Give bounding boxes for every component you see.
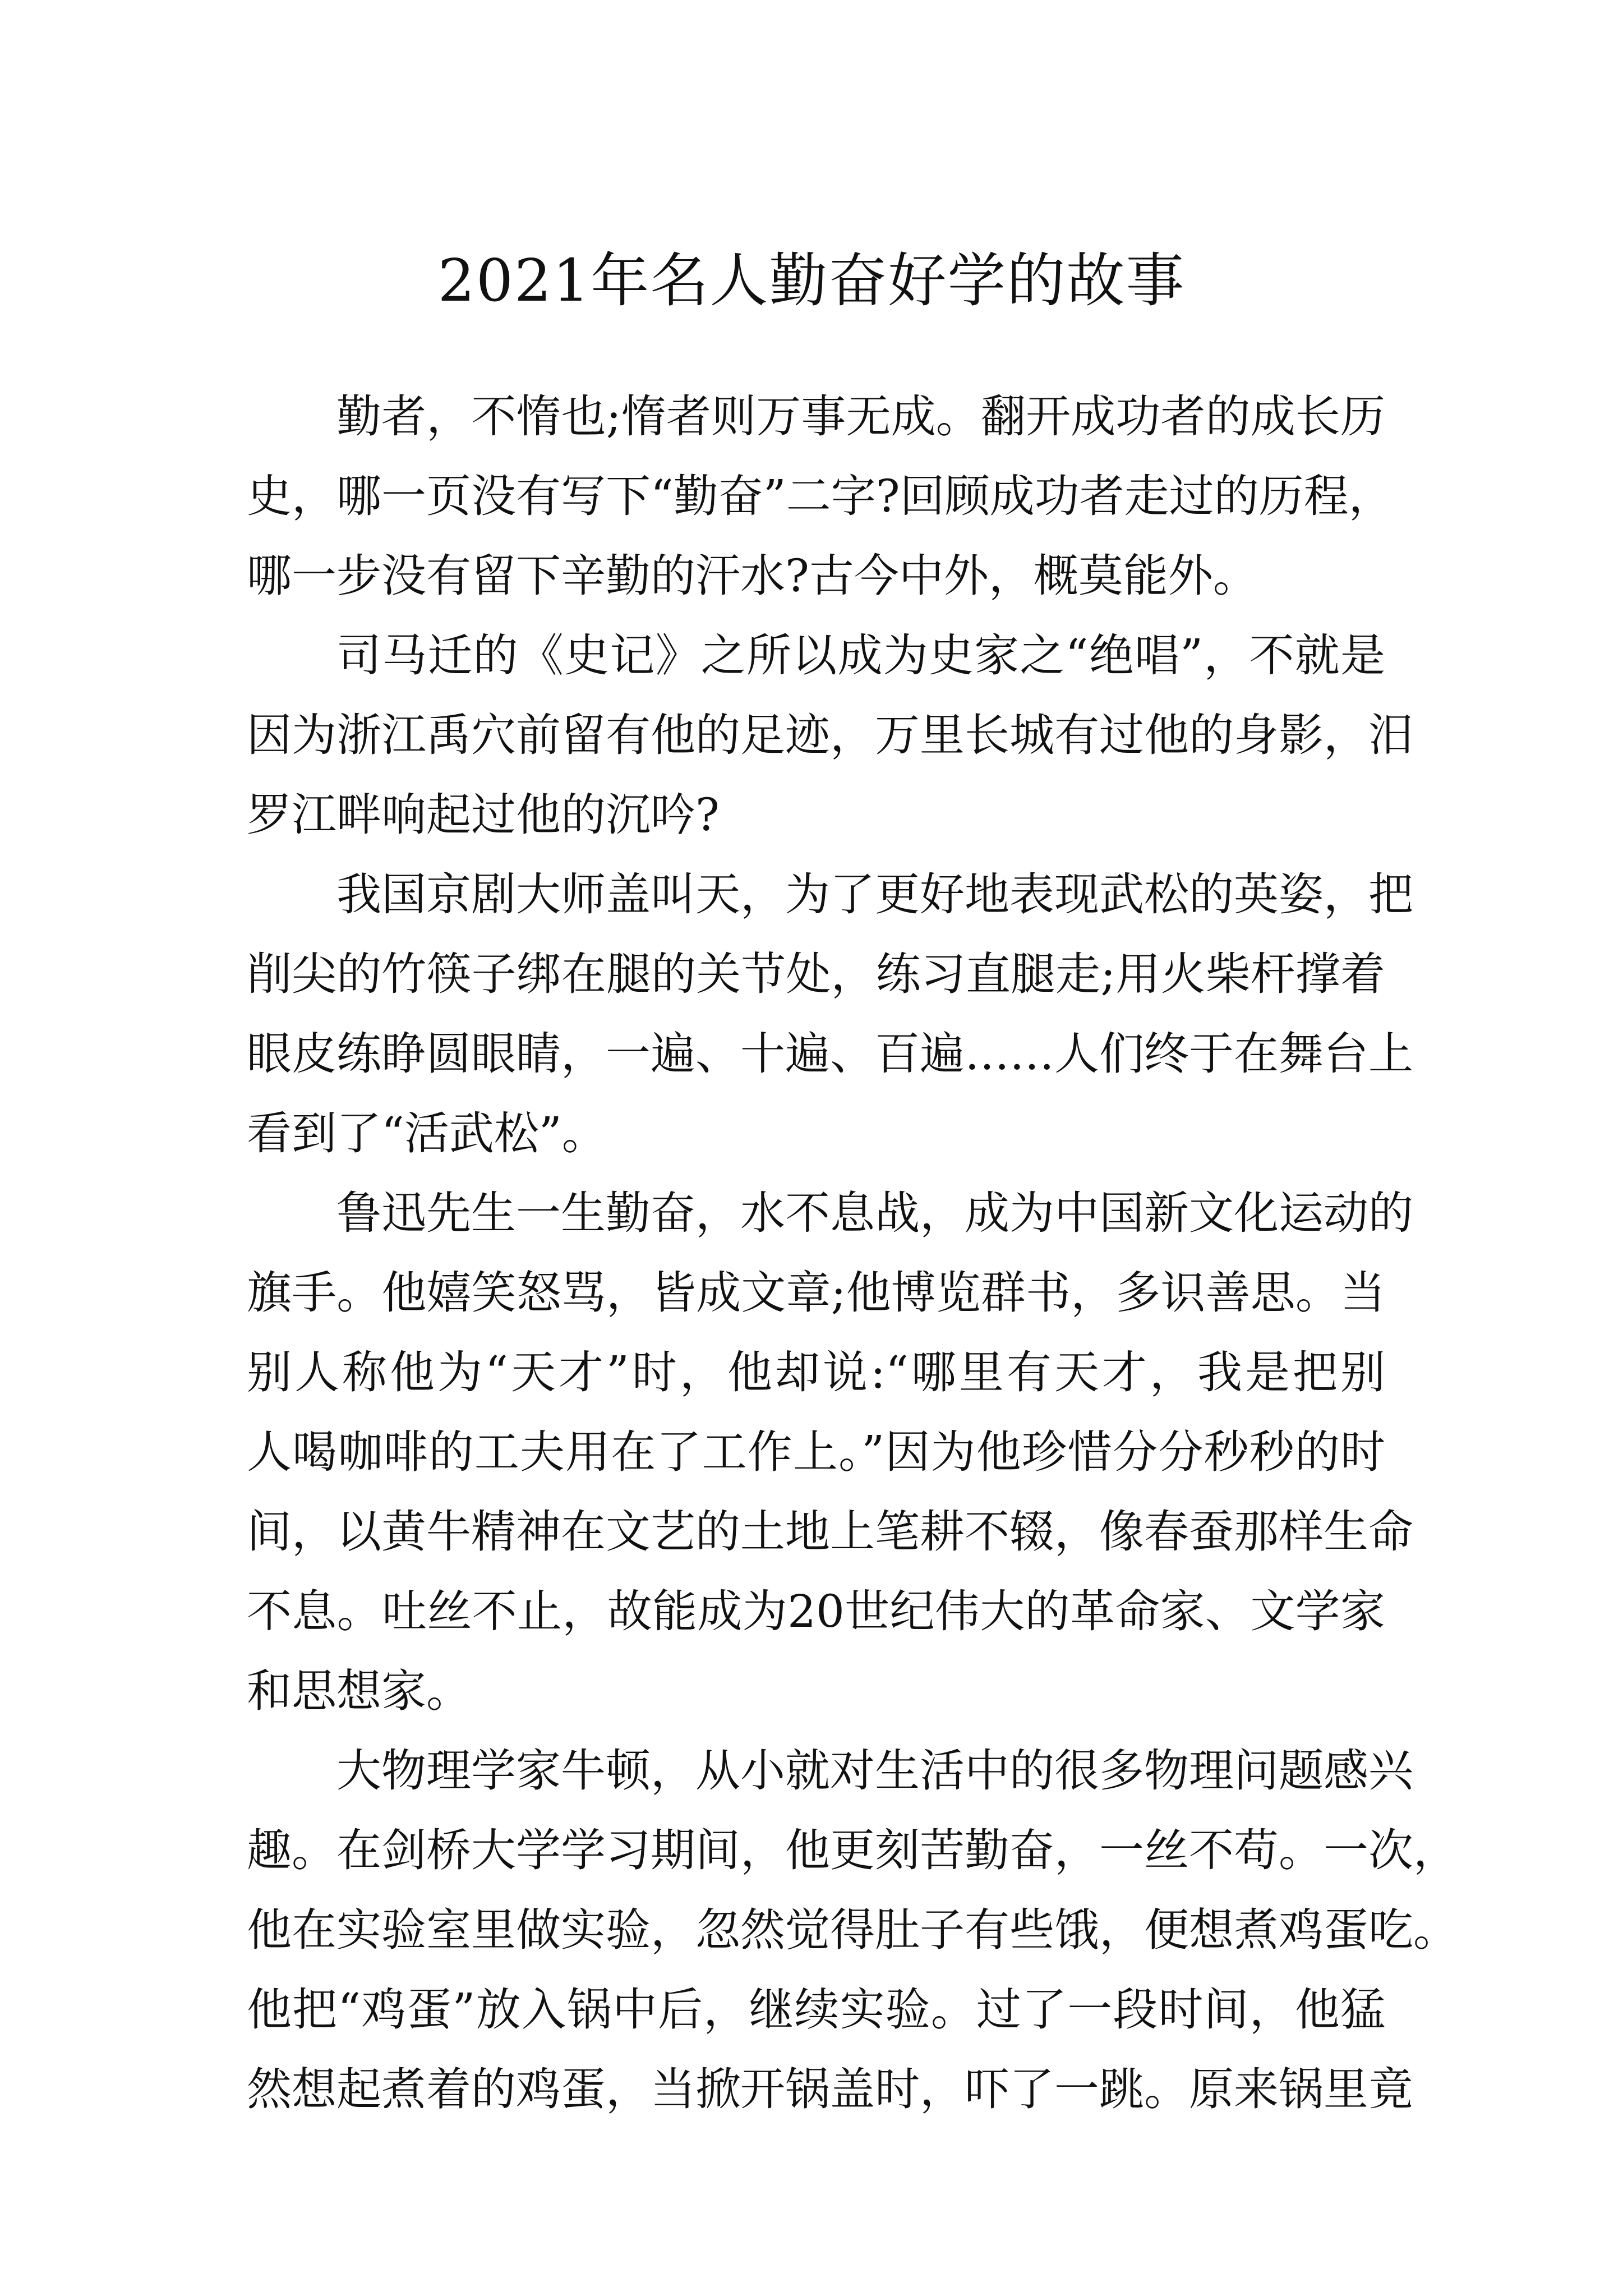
text-line: 不息。吐丝不止，故能成为20世纪伟大的革命家、文学家 [247, 1585, 1385, 1637]
text-line: 史，哪一页没有写下“勤奋”二字?回顾成功者走过的历程， [247, 470, 1394, 522]
document-body [247, 377, 1458, 2129]
text-line: 勤者，不惰也;惰者则万事无成。翻开成功者的成长历 [336, 390, 1385, 443]
text-line: 然想起煮着的鸡蛋，当掀开锅盖时，吓了一跳。原来锅里竟 [247, 2063, 1413, 2115]
text-line: 罗江畔响起过他的沉吟? [247, 789, 720, 841]
text-line: 他在实验室里做实验，忽然觉得肚子有些饿，便想煮鸡蛋吃。 [247, 1904, 1458, 1956]
text-line: 和思想家。 [247, 1665, 471, 1717]
document-title: 2021年名人勤奋好学的故事 [437, 246, 1186, 315]
text-line: 趣。在剑桥大学学习期间，他更刻苦勤奋，一丝不苟。一次， [247, 1824, 1458, 1876]
text-line: 哪一步没有留下辛勤的汗水?古今中外，概莫能外。 [247, 550, 1258, 602]
text-line: 我国京剧大师盖叫天，为了更好地表现武松的英姿，把 [336, 868, 1413, 921]
text-line: 间，以黄牛精神在文艺的土地上笔耕不辍，像春蚕那样生命 [247, 1506, 1413, 1558]
text-line: 削尖的竹筷子绑在腿的关节处，练习直腿走;用火柴杆撑着 [247, 948, 1385, 1000]
text-line: 别人称他为“天才”时，他却说:“哪里有天才，我是把别 [247, 1346, 1385, 1398]
text-line: 看到了“活武松”。 [247, 1107, 607, 1159]
text-line: 大物理学家牛顿，从小就对生活中的很多物理问题感兴 [336, 1745, 1413, 1797]
text-line: 他把“鸡蛋”放入锅中后，继续实验。过了一段时间，他猛 [247, 1984, 1385, 2036]
text-line: 旗手。他嬉笑怒骂，皆成文章;他博览群书，多识善思。当 [247, 1267, 1385, 1319]
text-line: 鲁迅先生一生勤奋，水不息战，成为中国新文化运动的 [336, 1187, 1413, 1239]
text-line: 因为浙江禹穴前留有他的足迹，万里长城有过他的身影，汨 [247, 709, 1413, 761]
text-line: 人喝咖啡的工夫用在了工作上。”因为他珍惜分分秒秒的时 [247, 1426, 1385, 1478]
text-line: 司马迁的《史记》之所以成为史家之“绝唱”，不就是 [336, 629, 1385, 682]
text-line: 眼皮练睁圆眼睛，一遍、十遍、百遍……人们终于在舞台上 [247, 1028, 1413, 1080]
